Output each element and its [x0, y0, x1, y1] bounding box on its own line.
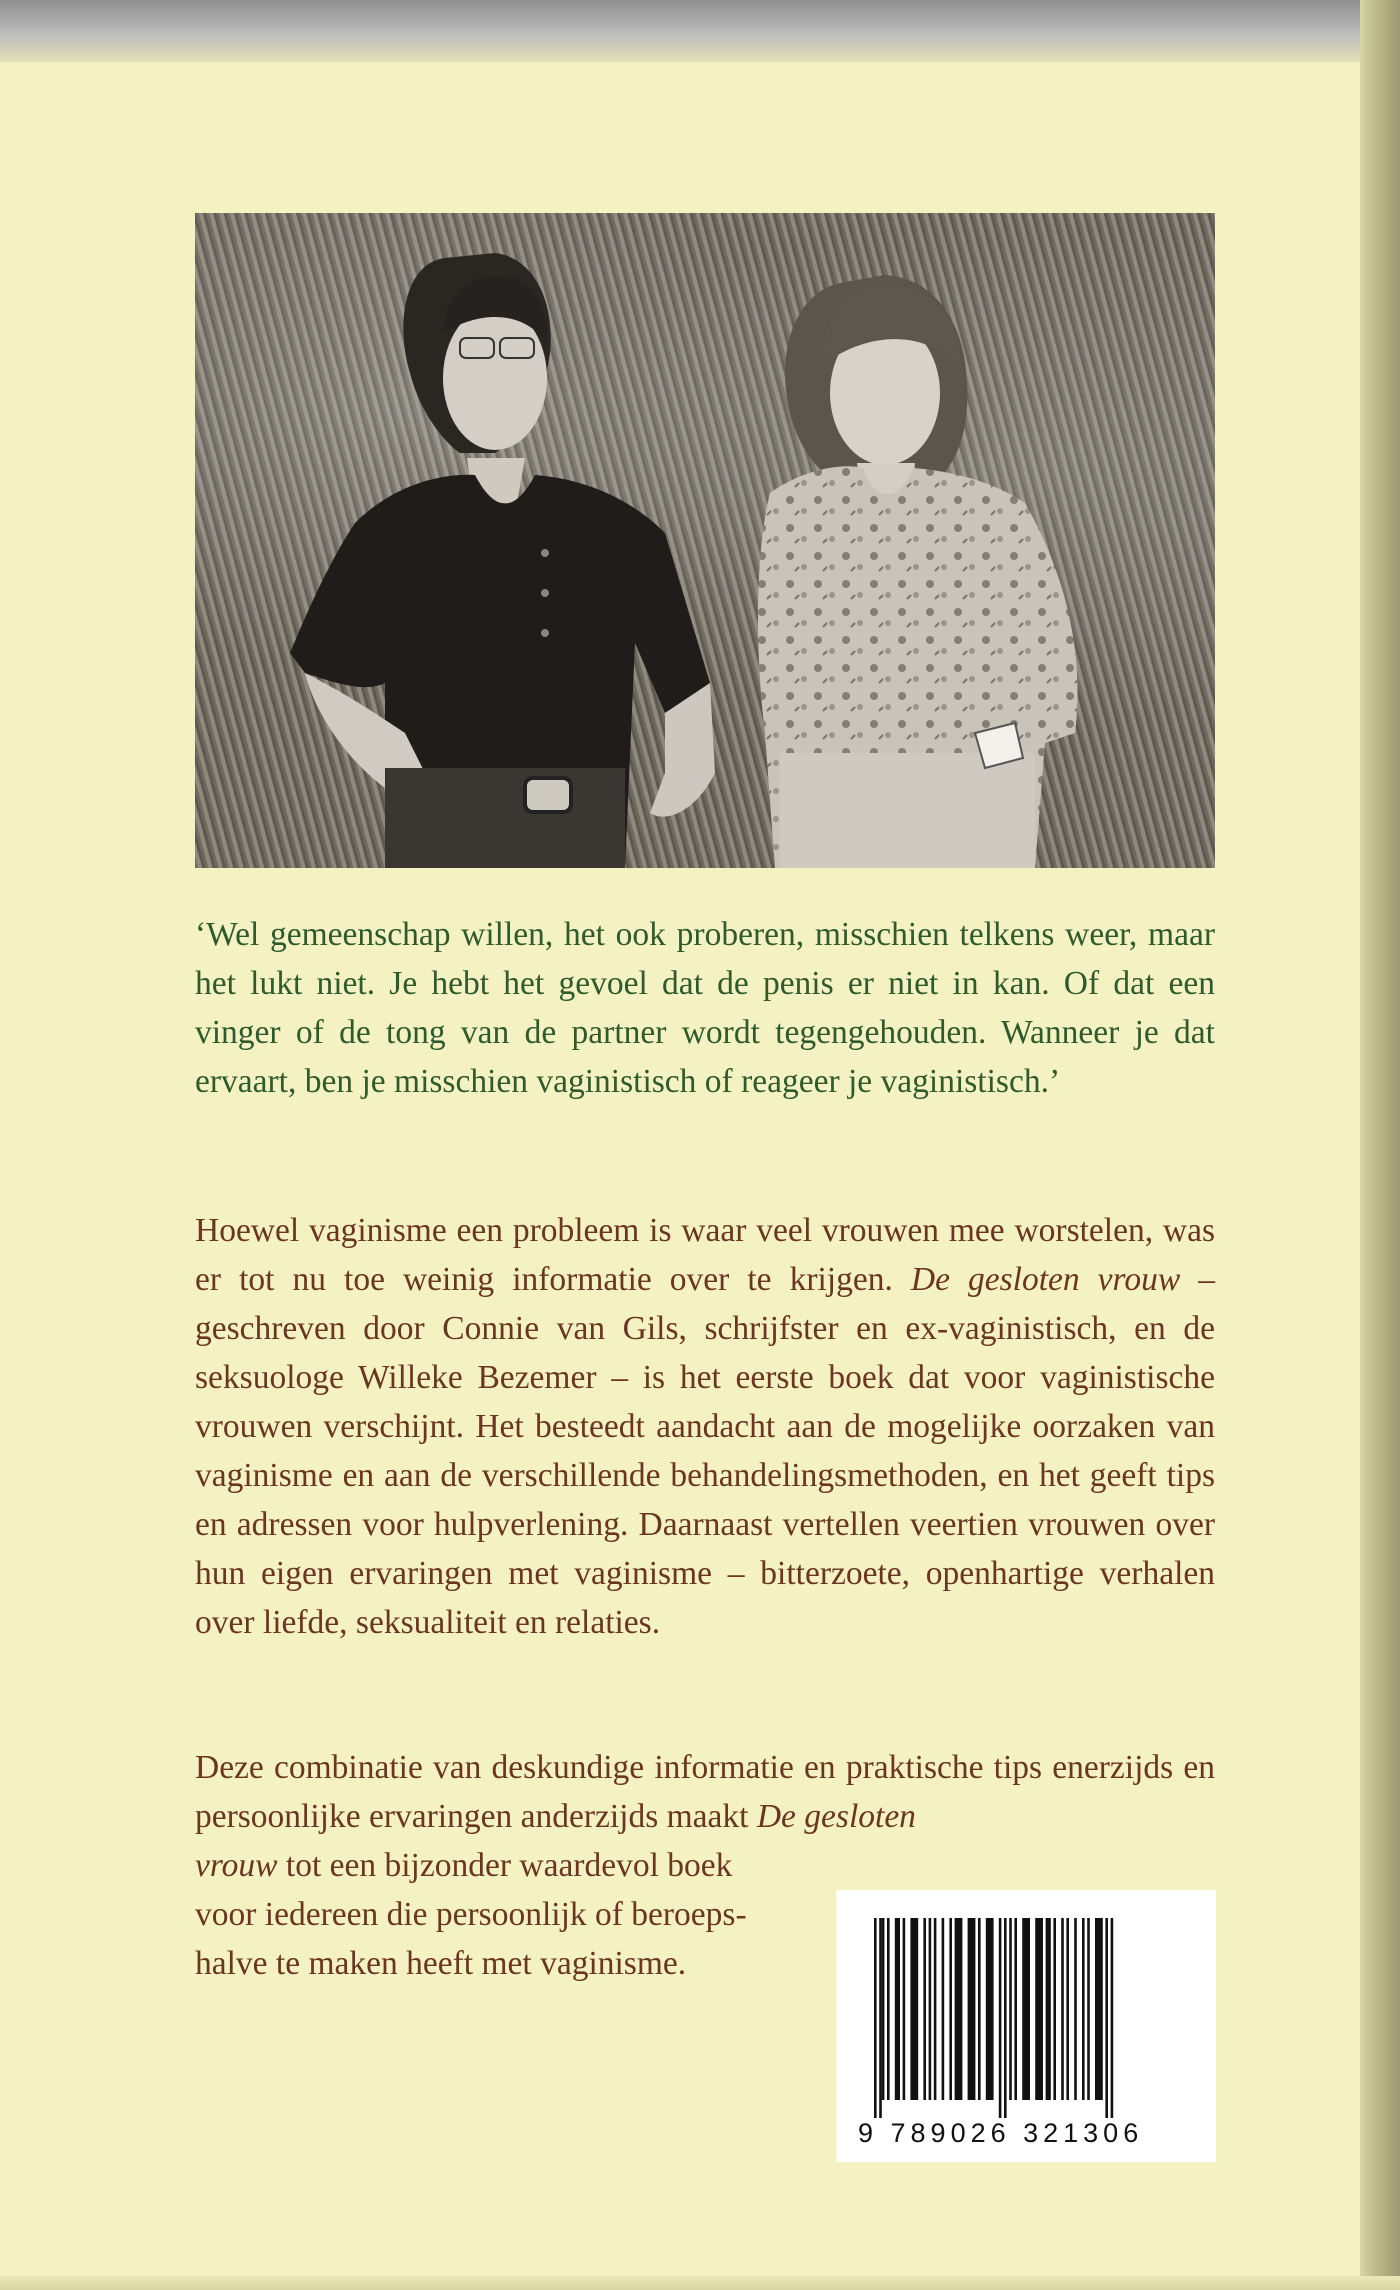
barcode-bar	[1087, 1918, 1090, 2100]
barcode-bar	[934, 1918, 937, 2100]
barcode-bar	[968, 1918, 976, 2100]
barcode-bar	[949, 1918, 952, 2100]
description-paragraph	[195, 1206, 1215, 1647]
barcode-number: 9 789026 321306	[858, 2118, 1144, 2148]
barcode-guard-bar	[1004, 1918, 1007, 2118]
barcode-bar	[1074, 1918, 1077, 2100]
barcode-bar	[882, 1918, 885, 2100]
author-photo-illustration	[195, 213, 1215, 868]
cover-bottom-edge	[0, 2276, 1400, 2290]
barcode-bar	[1095, 1918, 1103, 2100]
barcode-guard-bar	[879, 1918, 882, 2118]
summary-paragraph-continued	[195, 1841, 800, 1988]
barcode-bar	[923, 1918, 926, 2100]
author-left-figure	[290, 253, 715, 868]
book-title-mention-2b: vrouw	[195, 1847, 278, 1884]
book-title-mention-2a: De gesloten	[756, 1798, 916, 1835]
barcode-bar	[1009, 1918, 1012, 2100]
barcode-bar	[986, 1918, 994, 2100]
barcode-bar	[895, 1918, 900, 2100]
summary-line3: tot een bijzonder waardevol boek	[277, 1847, 733, 1884]
barcode-bar	[955, 1918, 963, 2100]
barcode-guard-bar	[1111, 1918, 1114, 2118]
barcode-bar	[1082, 1918, 1085, 2100]
barcode-bar	[903, 1918, 906, 2100]
barcode-guard-bar	[874, 1918, 877, 2118]
barcode-bar	[1061, 1918, 1064, 2100]
cover-top-edge	[0, 0, 1400, 62]
author-photo	[195, 213, 1215, 868]
barcode-guard-bar	[1105, 1918, 1108, 2118]
barcode-bar	[887, 1918, 890, 2100]
barcode-bar	[1014, 1918, 1017, 2100]
barcode-bar	[942, 1918, 945, 2100]
barcode-bar	[929, 1918, 932, 2100]
summary-intro: Deze combinatie van deskundige informatie en praktische tips enerzijds en persoonlijke ervaringen anderzijds maakt	[195, 1749, 1215, 1835]
summary-paragraph	[195, 1743, 1215, 1841]
summary-line4: voor iedereen die persoonlijk of beroeps-	[195, 1896, 747, 1933]
barcode-bar	[1053, 1918, 1056, 2100]
barcode-bar	[1035, 1918, 1043, 2100]
barcode-guard-bar	[999, 1918, 1002, 2118]
description-body: – geschreven door Connie van Gils, schrijfster en ex-vaginistisch, en de seksuologe Willeke Bezemer – is het eerste boek dat voor vaginistische vrouwen verschijnt. Het besteedt aandacht aan de mogelijke oorzaken van vaginisme en aan de verschillende behandelingsmethoden, en het geeft tips en adressen voor hulpverlening. Daarnaast vertellen veertien vrouwen over hun eigen ervaringen met vaginisme – bitterzoete, openhartige verhalen over liefde, seksualiteit en relaties.	[195, 1261, 1215, 1641]
barcode-bar	[1046, 1918, 1051, 2100]
quote-text: ‘Wel gemeenschap willen, het ook proberen, misschien telkens weer, maar het lukt niet. Je hebt het gevoel dat de penis er niet in kan. Of dat een vinger of de tong van de partner wordt tegengehouden. Wanneer je dat ervaart, ben je misschien vaginistisch of reageer je vaginistisch.’	[195, 916, 1215, 1100]
description-intro: Hoewel vaginisme een probleem is waar veel vrouwen mee worstelen, was er tot nu toe weinig informatie over te krijgen.	[195, 1212, 1215, 1298]
barcode-bar	[978, 1918, 981, 2100]
author-right-figure	[758, 275, 1078, 868]
barcode-bar	[1066, 1918, 1069, 2100]
barcode-bar	[1022, 1918, 1030, 2100]
summary-line5: halve te maken heeft met vaginisme.	[195, 1945, 687, 1982]
book-title-mention: De gesloten vrouw	[910, 1261, 1181, 1298]
cover-spine-edge	[1360, 0, 1400, 2290]
barcode-bar	[910, 1918, 918, 2100]
